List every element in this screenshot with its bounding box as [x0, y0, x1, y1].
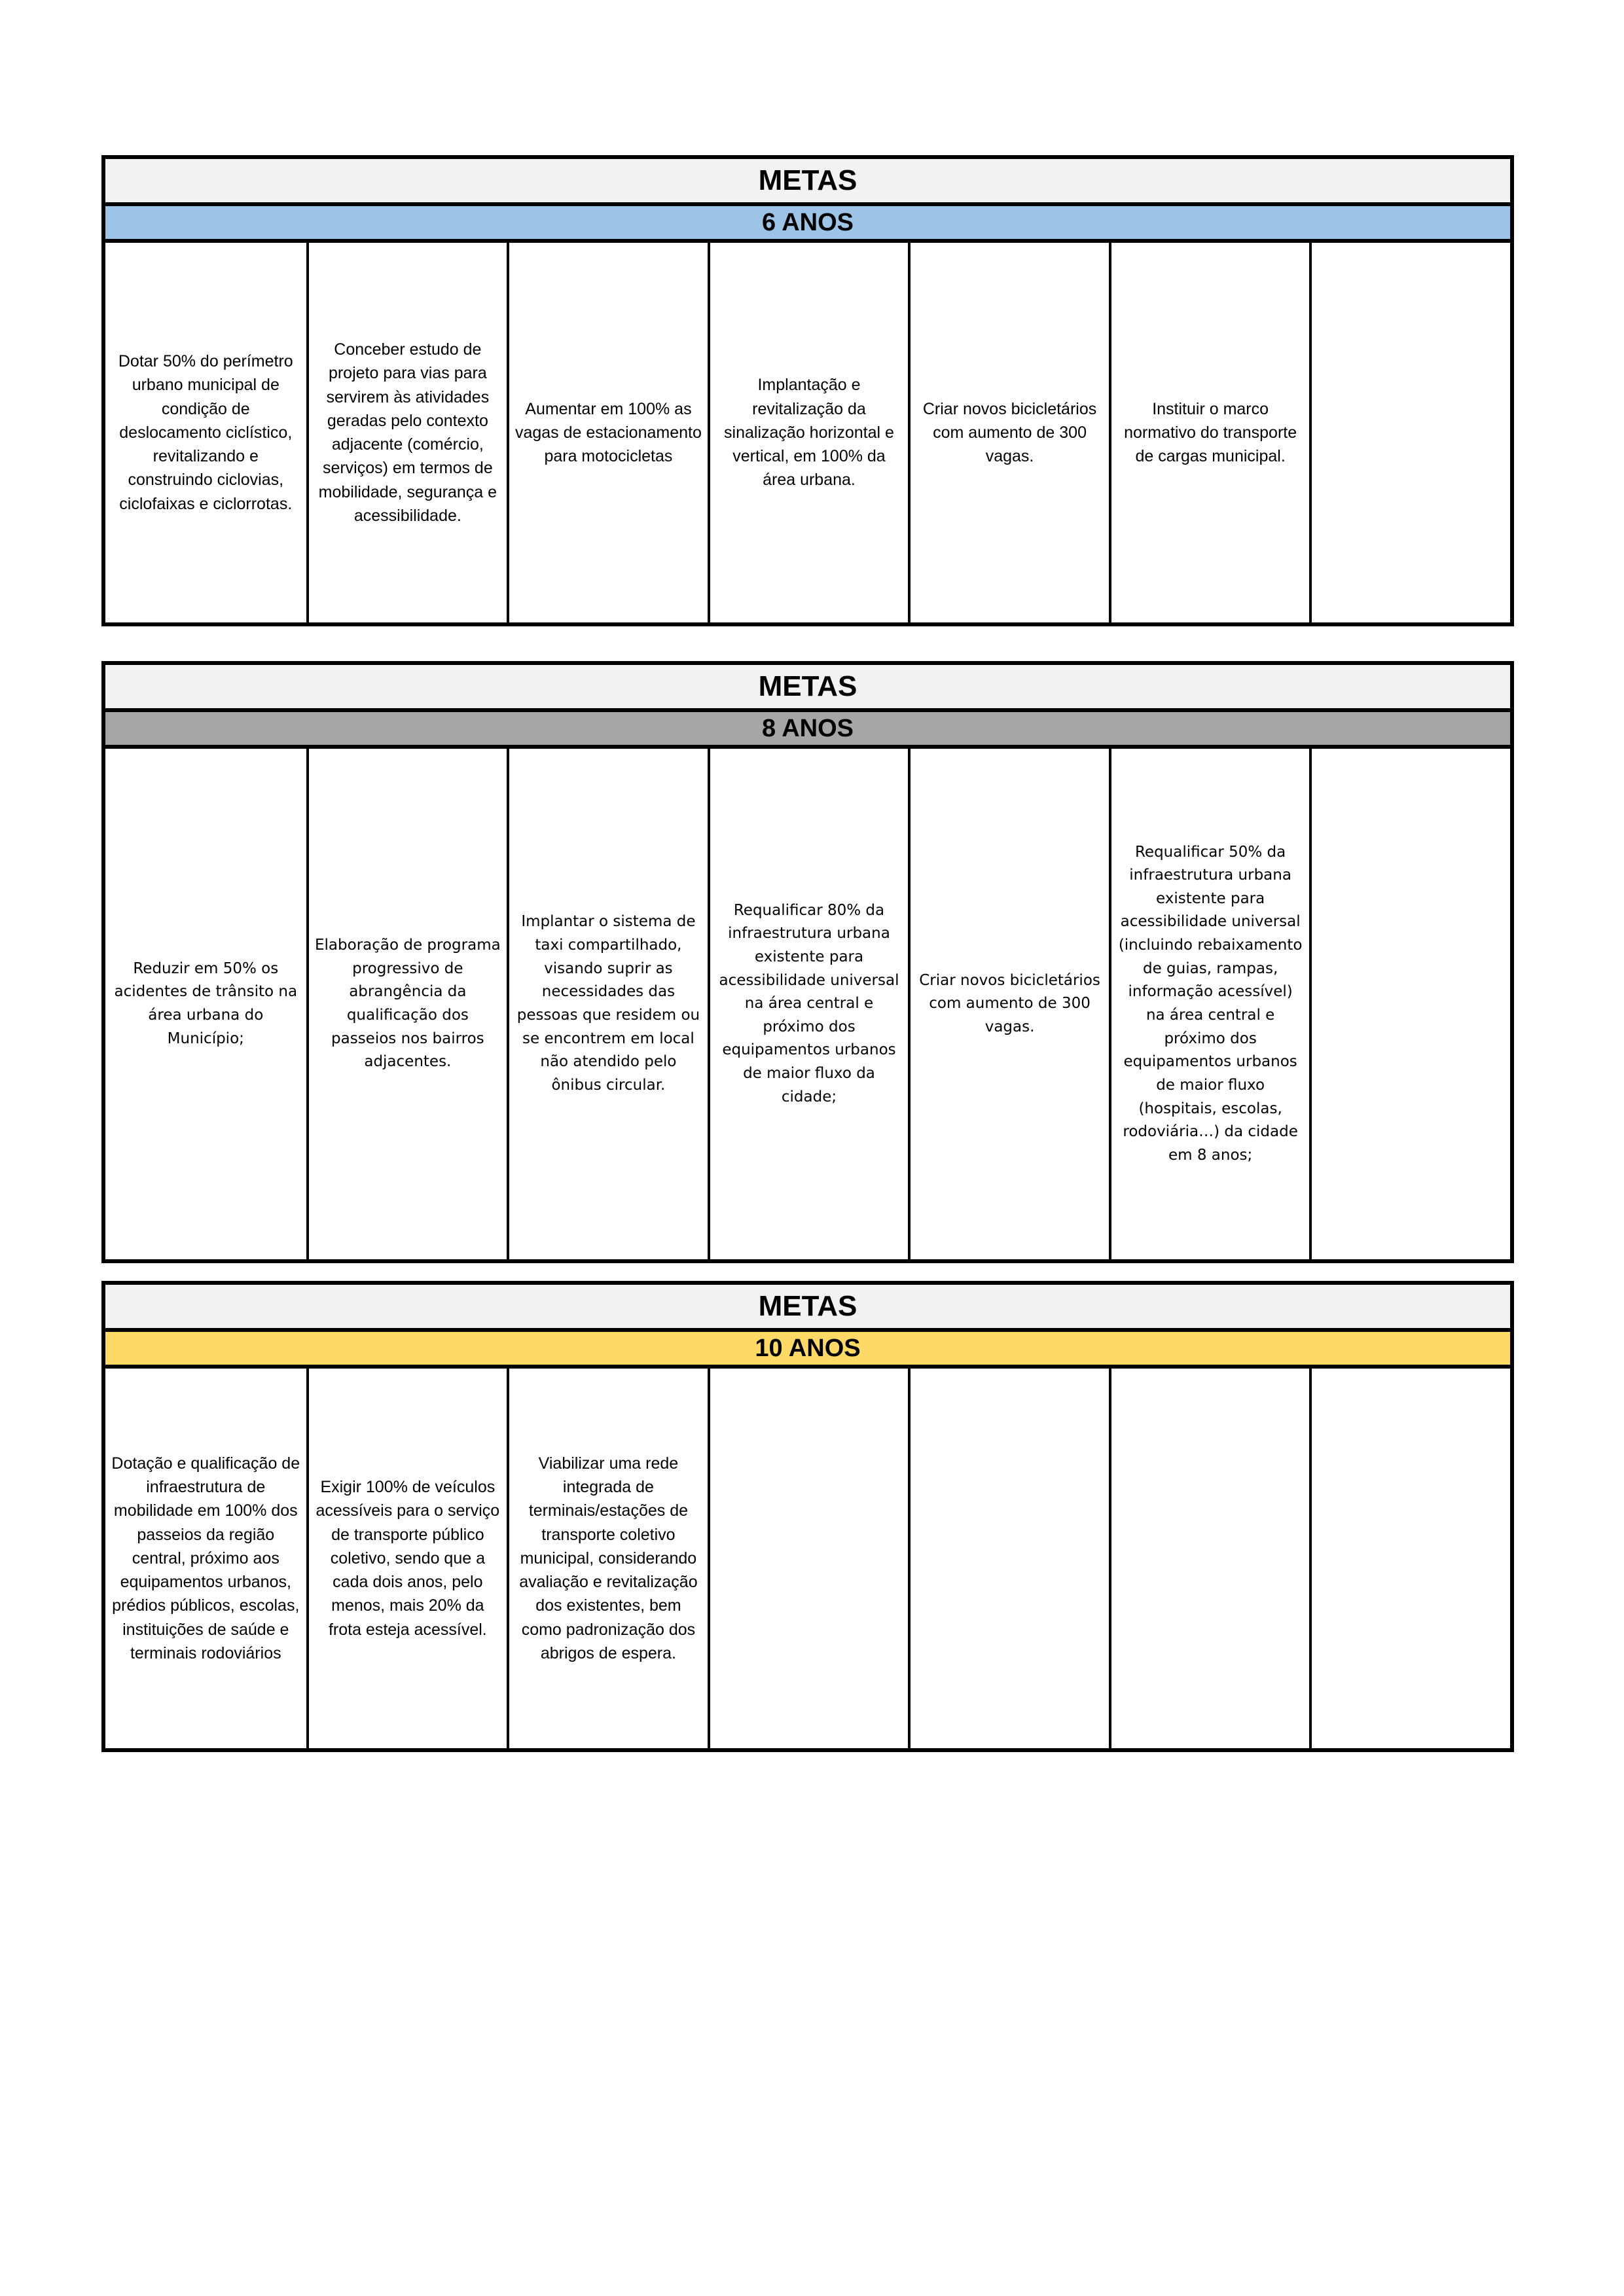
metas-table-8-anos [101, 661, 1514, 1263]
goal-cell: Requalificar 50% da infraestrutura urbana existente para acessibilidade universal (incluindo rebaixamento de guias, rampas, informação acessível) na área central e próximo dos equipamentos urbanos de maior fluxo (hospitais, escolas, rodoviária…) da cidade em 8 anos; [1109, 749, 1310, 1259]
table-title: METAS [105, 665, 1510, 712]
goal-cell: Implantar o sistema de taxi compartilhado, visando suprir as necessidades das pessoas que residem ou se encontrem em local não atendido pelo ônibus circular. [507, 749, 708, 1259]
goal-cell-empty [1309, 749, 1510, 1259]
goal-cell: Instituir o marco normativo do transporte de cargas municipal. [1109, 243, 1310, 622]
table-subtitle-10-anos: 10 ANOS [105, 1332, 1510, 1369]
goal-cell: Dotar 50% do perímetro urbano municipal de condição de deslocamento ciclístico, revitalizando e construindo ciclovias, ciclofaixas e ciclorrotas. [118, 352, 293, 513]
goals-row [105, 1369, 1510, 1748]
goal-cell: Criar novos bicicletários com aumento de 300 vagas. [908, 243, 1109, 622]
goal-cell-empty [708, 1369, 909, 1748]
goal-cell: Aumentar em 100% as vagas de estacionamento para motocicletas [507, 243, 708, 622]
goal-cell: Implantação e revitalização da sinalização horizontal e vertical, em 100% da área urbana. [708, 243, 909, 622]
goal-cell: Reduzir em 50% os acidentes de trânsito na área urbana do Município; [114, 960, 298, 1047]
goal-cell-empty [1309, 243, 1510, 622]
goal-cell: Exigir 100% de veículos acessíveis para o serviço de transporte público coletivo, sendo que a cada dois anos, pelo menos, mais 20% da frota esteja acessível. [306, 1369, 507, 1748]
goal-cell-empty [908, 1369, 1109, 1748]
table-title: METAS [105, 1285, 1510, 1332]
goal-cell: Elaboração de programa progressivo de abrangência da qualificação dos passeios nos bairros adjacentes. [306, 749, 507, 1259]
goal-cell: Criar novos bicicletários com aumento de 300 vagas. [908, 749, 1109, 1259]
table-title: METAS [105, 159, 1510, 206]
goals-row [105, 243, 1510, 622]
table-subtitle-8-anos: 8 ANOS [105, 712, 1510, 749]
goal-cell-empty [1309, 1369, 1510, 1748]
goal-cell: Viabilizar uma rede integrada de terminais/estações de transporte coletivo municipal, considerando avaliação e revitalização dos existentes, bem como padronização dos abrigos de espera. [507, 1369, 708, 1748]
goal-cell: Requalificar 80% da infraestrutura urbana existente para acessibilidade universal na área central e próximo dos equipamentos urbanos de maior fluxo da cidade; [708, 749, 909, 1259]
goal-cell: Dotação e qualificação de infraestrutura de mobilidade em 100% dos passeios da região central, próximo aos equipamentos urbanos, prédios públicos, escolas, instituições de saúde e terminais rodoviários [111, 1454, 300, 1662]
table-subtitle-6-anos: 6 ANOS [105, 206, 1510, 243]
goal-cell: Conceber estudo de projeto para vias para servirem às atividades geradas pelo contexto adjacente (comércio, serviços) em termos de mobilidade, segurança e acessibilidade. [306, 243, 507, 622]
goal-cell-empty [1109, 1369, 1310, 1748]
metas-table-10-anos [101, 1281, 1514, 1752]
goals-row [105, 749, 1510, 1259]
metas-table-6-anos [101, 155, 1514, 626]
